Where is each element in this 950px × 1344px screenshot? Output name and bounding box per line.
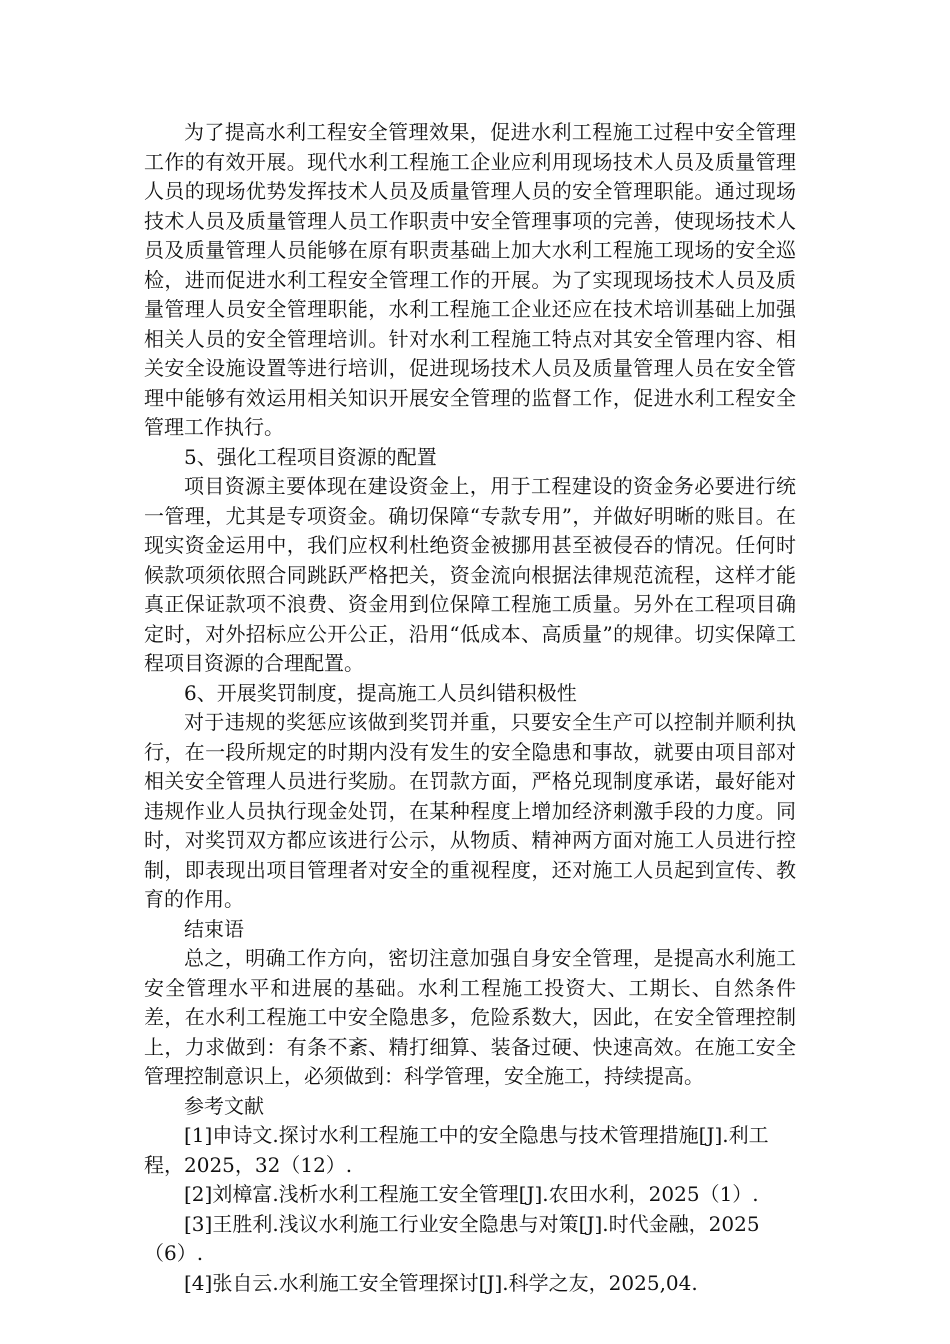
references-heading: 参考文献: [184, 1093, 264, 1118]
paragraph-project-resources: 项目资源主要体现在建设资金上，用于工程建设的资金务必要进行统一管理，尤其是专项资金。确切保障“专款专用”，并做好明晰的账目。在现实资金运用中，我们应权利杜绝资金被挪用甚至被侵吞的情况。任何时候款项须依照合同跳跃严格把关，资金流向根据法律规范流程，这样才能真正保证款项不浪费、资金用到位保障工程施工质量。另外在工程项目确定时，对外招标应公开公正，沿用“低成本、高质量”的规律。切实保障工程项目资源的合理配置。: [144, 474, 796, 675]
section-heading-5: 5、强化工程项目资源的配置: [184, 444, 437, 469]
reference-item-4: [4]张自云.水利施工安全管理探讨[J].科学之友，2025,04.: [184, 1270, 698, 1295]
reference-item-2: [2]刘樟富.浅析水利工程施工安全管理[J].农田水利，2025（1）.: [184, 1182, 759, 1206]
reference-item-1: [1]申诗文.探讨水利工程施工中的安全隐患与技术管理措施[J].利工程，2025，32（12）.: [144, 1123, 769, 1177]
document-body: [144, 118, 796, 1298]
reference-item-3: [3]王胜利.浅议水利施工行业安全隐患与对策[J].时代金融，2025（6）.: [144, 1211, 760, 1265]
paragraph-safety-management: 为了提高水利工程安全管理效果，促进水利工程施工过程中安全管理工作的有效开展。现代水利工程施工企业应利用现场技术人员及质量管理人员的现场优势发挥技术人员及质量管理人员的安全管理职能。通过现场技术人员及质量管理人员工作职责中安全管理事项的完善，使现场技术人员及质量管理人员能够在原有职责基础上加大水利工程施工现场的安全巡检，进而促进水利工程安全管理工作的开展。为了实现现场技术人员及质量管理人员安全管理职能，水利工程施工企业还应在技术培训基础上加强相关人员的安全管理培训。针对水利工程施工特点对其安全管理内容、相关安全设施设置等进行培训，促进现场技术人员及质量管理人员在安全管理中能够有效运用相关知识开展安全管理的监督工作，促进水利工程安全管理工作执行。: [144, 120, 796, 439]
section-heading-6: 6、开展奖罚制度，提高施工人员纠错积极性: [184, 680, 577, 705]
paragraph-conclusion: 总之，明确工作方向，密切注意加强自身安全管理，是提高水利施工安全管理水平和进展的基础。水利工程施工投资大、工期长、自然条件差，在水利工程施工中安全隐患多，危险系数大，因此，在安全管理控制上，力求做到：有条不紊、精打细算、装备过硬、快速高效。在施工安全管理控制意识上，必须做到：科学管理，安全施工，持续提高。: [144, 946, 796, 1088]
conclusion-heading: 结束语: [184, 916, 244, 941]
paragraph-reward-punishment: 对于违规的奖惩应该做到奖罚并重，只要安全生产可以控制并顺利执行，在一段所规定的时期内没有发生的安全隐患和事故，就要由项目部对相关安全管理人员进行奖励。在罚款方面，严格兑现制度承诺，最好能对违规作业人员执行现金处罚，在某种程度上增加经济刺激手段的力度。同时，对奖罚双方都应该进行公示，从物质、精神两方面对施工人员进行控制，即表现出项目管理者对安全的重视程度，还对施工人员起到宣传、教育的作用。: [144, 710, 796, 911]
